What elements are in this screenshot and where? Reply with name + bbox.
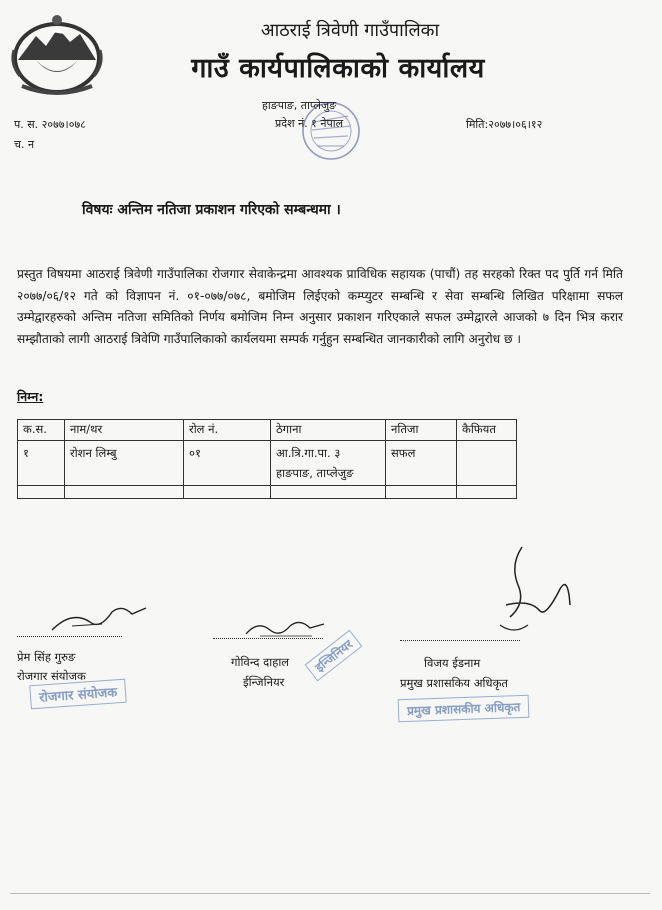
signature-line-2: [213, 638, 323, 639]
address-line-2: प्रदेश नं. १ नेपाल: [275, 117, 344, 130]
signature-1-icon: [42, 600, 152, 640]
dispatch-number: च. न: [14, 138, 35, 151]
letter-date: मिति:२०७७।०६।१२: [466, 118, 543, 131]
cell-result: सफल: [386, 441, 457, 486]
col-header-roll: रोल नं.: [184, 420, 271, 441]
signatory-1-name: प्रेम सिंह गुरुङ: [17, 650, 76, 664]
signatory-2-role: ईन्जिनियर: [243, 675, 285, 689]
cell-address-line1: आ.त्रि.गा.पा. ३: [276, 446, 341, 460]
signatory-3-name: विजय ईडनाम: [424, 656, 481, 670]
signature-line-3: [400, 640, 520, 641]
signatory-1-role: रोजगार संयोजक: [17, 669, 86, 683]
body-paragraph: प्रस्तुत विषयमा आठराई त्रिवेणी गाउँपालिका रोजगार सेवाकेन्द्रमा आवश्यक प्राविधिक सहायक (पाचौं) तह सरहको रिक्त पद पुर्ति गर्न मिति २०७७/०६/१२ गते को विज्ञापन नं. ०१-०७७/०७८, बमोजिम लिईएको कम्प्युटर सम्बन्धि र सेवा सम्बन्धि लिखित परिक्षामा सफल उम्मेद्वारहरुको अन्तिम नतिजा समितिको निर्णय बमोजिम निम्न अनुसार प्रकाशन गरिएकाले सफल उम्मेद्वारले आजको ७ दिन भित्र करार सम्झौताको लागी आठराई त्रिवेणि गाउँपालिकाको कार्यलयमा सम्पर्क गर्नुहुन सम्बन्धित जानकारीको लागि अनुरोध छ ।: [17, 267, 623, 346]
cell-address-line2: हाङपाङ, ताप्लेजुङ: [276, 466, 354, 480]
stamp-2: इन्जिनियर: [305, 630, 363, 682]
bottom-rule: [10, 893, 650, 894]
col-header-remarks: कैफियत: [457, 420, 517, 441]
col-header-result: नतिजा: [386, 420, 457, 441]
cell-sn: १: [18, 441, 65, 486]
signature-3-icon: [470, 545, 580, 645]
table-row-empty: [18, 486, 517, 499]
municipality-name: आठराई त्रिवेणी गाउँपालिका: [260, 20, 440, 41]
col-header-name: नाम/थर: [65, 420, 184, 441]
cell-address: [271, 441, 386, 486]
col-header-address: ठेगाना: [271, 420, 386, 441]
address-line-1: हाङपाङ, ताप्लेजुङ: [262, 99, 337, 112]
office-title: गाउँ कार्यपालिकाको कार्यालय: [191, 53, 485, 84]
signatory-2-name: गोविन्द दाहाल: [231, 655, 290, 669]
result-table: [17, 419, 517, 499]
table-row: [18, 441, 517, 486]
signatory-3-role: प्रमुख प्रशासकिय अधिकृत: [400, 676, 508, 690]
cell-name: रोशन लिम्बु: [65, 441, 184, 486]
subject-line: विषयः अन्तिम नतिजा प्रकाशन गरिएको सम्बन्धमा ।: [82, 202, 341, 218]
table-header-row: [18, 420, 517, 441]
stamp-3: प्रमुख प्रशासकीय अधिकृत: [398, 695, 530, 723]
reference-number: प. स. २०७७।०७८: [14, 118, 86, 131]
below-label: निम्न:: [17, 389, 44, 404]
cell-roll: ०१: [184, 441, 271, 486]
signature-line-1: [17, 636, 122, 637]
stamp-1: रोजगार संयोजक: [29, 679, 127, 710]
col-header-sn: क.स.: [18, 420, 65, 441]
cell-remarks: [457, 441, 517, 486]
nepal-emblem-icon: [8, 10, 106, 96]
